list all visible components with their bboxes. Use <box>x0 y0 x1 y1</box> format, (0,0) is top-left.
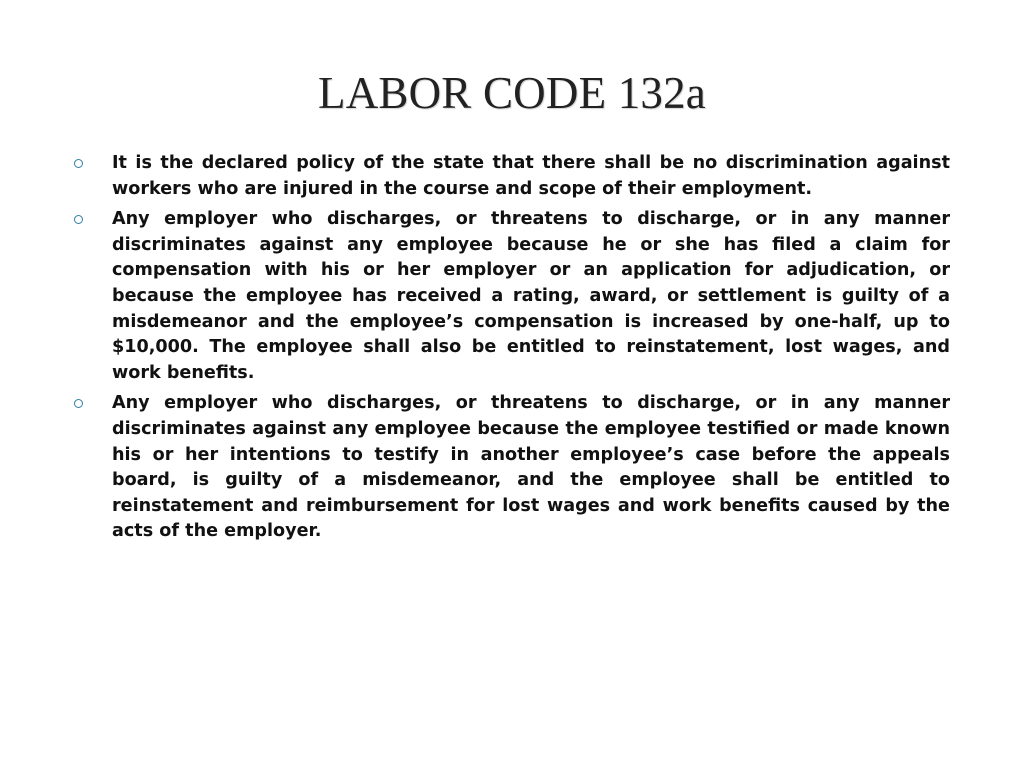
slide-title: LABOR CODE 132a <box>318 68 706 118</box>
bullet-item <box>70 151 950 202</box>
bullet-item <box>70 207 950 386</box>
bullet-text: Any employer who discharges, or threatens to discharge, or in any manner discriminates against any employee because the employee testified or made known his or her intentions to testify in another employee’s case before the appeals board, is guilty of a misdemeanor, and the employee shall be entitled to reinstatement and reimbursement for lost wages and work benefits caused by the acts of the employer. <box>112 393 950 542</box>
hollow-circle-bullet-icon <box>74 399 83 408</box>
bullet-text: It is the declared policy of the state that there shall be no discrimination against workers who are injured in the course and scope of their employment. <box>112 153 950 199</box>
bullet-item <box>70 391 950 545</box>
bullet-list <box>70 151 950 550</box>
bullet-text: Any employer who discharges, or threatens to discharge, or in any manner discriminates against any employee because he or she has filed a claim for compensation with his or her employer or an application for adjudication, or because the employee has received a rating, award, or settlement is guilty of a misdemeanor and the employee’s compensation is increased by one-half, up to $10,000. The employee shall also be entitled to reinstatement, lost wages, and work benefits. <box>112 209 950 383</box>
hollow-circle-bullet-icon <box>74 215 83 224</box>
hollow-circle-bullet-icon <box>74 159 83 168</box>
